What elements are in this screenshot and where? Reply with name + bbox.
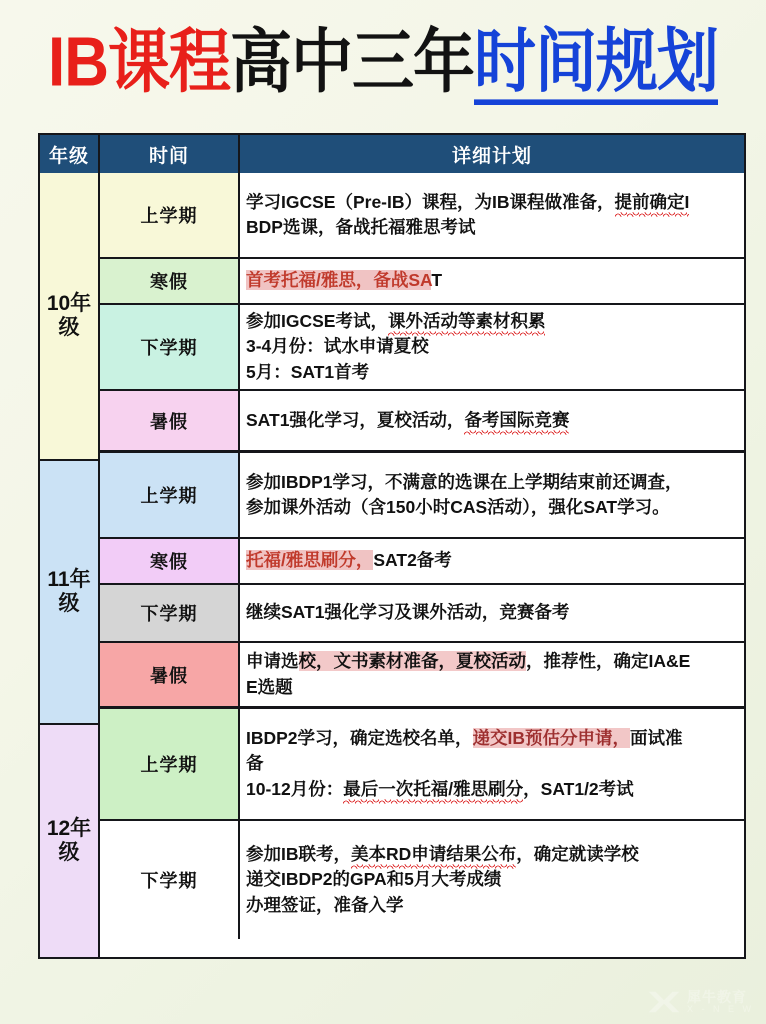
squiggle-underline-span: 最后一次托福/雅思刷分 (343, 778, 524, 799)
plan-cell (240, 305, 744, 389)
time-cell (100, 173, 240, 257)
plain-span: 递交IBDP2的GPA和5月大考成绩 (246, 869, 502, 890)
plan-line (246, 751, 736, 776)
plain-span: 5月：SAT1首考 (246, 361, 370, 382)
plan-text (246, 190, 736, 241)
time-cell (100, 539, 240, 583)
plain-span: 参加IGCSE考试， (246, 310, 388, 331)
plain-span: 3-4月份：试水申请夏校 (246, 336, 429, 357)
watermark (647, 988, 754, 1016)
grade-cell-11年级 (40, 461, 100, 725)
highlight-span: 首考托福/雅思，备战SA (246, 270, 432, 291)
plain-span: 10-12月份： (246, 778, 344, 799)
plan-line (246, 777, 736, 802)
plan-line (246, 470, 736, 495)
time-cell (100, 821, 240, 939)
plan-cell (240, 453, 744, 537)
plain-span: 继续SAT1强化学习及课外活动，竞赛备考 (246, 602, 570, 623)
plan-cell (240, 585, 744, 641)
squiggle-underline-span: 备考国际竞赛 (464, 409, 570, 430)
plan-line (246, 268, 736, 293)
time-cell (100, 709, 240, 819)
title-part-black: 高中三年 (229, 24, 474, 102)
plain-span: E选题 (246, 676, 293, 697)
watermark-en: X - N E W (687, 1003, 754, 1014)
plain-span: IBDP2学习，确定选校名单， (246, 727, 473, 748)
plain-span: ，确定就读学校 (516, 843, 639, 864)
grade-label: 11年级 (47, 567, 91, 615)
plain-span: BDP选课，备战托福雅思考试 (246, 217, 476, 237)
highlight-span: 托福/雅思刷分， (246, 550, 374, 571)
table-row (100, 259, 744, 305)
plain-span: ，推荐性，确定IA&E (526, 651, 691, 672)
plan-line (246, 893, 736, 918)
header-cell-time: 时间 (100, 135, 240, 173)
time-label: 下学期 (140, 604, 198, 624)
squiggle-underline-span: 美本RD申请结果公布 (351, 843, 517, 864)
plan-cell (240, 259, 744, 303)
plain-span: 申请选 (246, 651, 299, 672)
time-label: 下学期 (140, 871, 198, 891)
plan-line (246, 408, 736, 433)
plan-cell (240, 709, 744, 819)
time-label: 下学期 (140, 338, 198, 358)
plan-cell (240, 173, 744, 257)
grade-cell-12年级 (40, 725, 100, 957)
plain-span: 办理签证，准备入学 (246, 894, 404, 915)
plan-line (246, 675, 736, 700)
plain-span: ，SAT1/2考试 (523, 778, 634, 799)
plan-text (246, 649, 736, 700)
time-cell (100, 259, 240, 303)
time-label: 暑假 (150, 411, 188, 432)
time-label: 上学期 (140, 486, 198, 506)
table-row (100, 709, 744, 821)
plan-cell (240, 821, 744, 939)
plan-text (246, 408, 736, 433)
plain-span: 面试准 (630, 727, 683, 748)
time-label: 寒假 (150, 552, 188, 572)
highlight-span: 校，文书素材准备，夏校活动 (298, 651, 526, 672)
header-cell-plan: 详细计划 (451, 145, 532, 167)
squiggle-underline-span: 课外活动等素材积累 (387, 310, 546, 331)
plain-span: 备 (246, 753, 264, 774)
x-logo-icon (647, 988, 681, 1016)
table-row (100, 539, 744, 585)
title-part-blue: 时间规划 (474, 28, 718, 105)
plain-span: 参加IB联考， (246, 843, 351, 864)
time-label: 上学期 (140, 206, 198, 226)
grade-label: 10年级 (46, 291, 92, 339)
table-row (100, 821, 744, 939)
table-row (100, 585, 744, 643)
plan-line (246, 726, 736, 751)
plain-span: 参加课外活动（含150小时CAS活动），强化SAT学习。 (246, 497, 670, 517)
highlight-span: 递交IB预估分申请， (472, 727, 631, 748)
title-part-red: IB课程 (47, 24, 230, 102)
plan-line (246, 600, 736, 625)
grade-cell-10年级 (40, 173, 100, 461)
time-cell (100, 453, 240, 537)
grade-column (40, 173, 100, 957)
plain-span: 参加IBDP1学习，不满意的选课在上学期结束前还调查， (246, 471, 683, 492)
time-label: 寒假 (150, 272, 188, 292)
plan-line (246, 309, 736, 334)
plan-cell (240, 391, 744, 450)
rows-column (100, 173, 744, 957)
plain-span: 学习IGCSE（Pre-IB）课程，为IB课程做准备， (246, 191, 615, 212)
page-title (0, 23, 766, 105)
time-cell (100, 391, 240, 450)
plan-line (246, 867, 736, 892)
time-label: 暑假 (150, 665, 188, 686)
table-row (100, 391, 744, 453)
plain-span: SAT2备考 (373, 550, 452, 571)
watermark-cn: 犀牛教育 (687, 988, 747, 1005)
squiggle-underline-span: 提前确定I (614, 191, 690, 212)
table-row (100, 453, 744, 539)
table-row (100, 173, 744, 259)
time-cell (100, 585, 240, 641)
plan-text (246, 268, 736, 293)
time-label: 上学期 (140, 755, 198, 775)
time-cell (100, 643, 240, 706)
plan-cell (240, 643, 744, 706)
plain-span: T (431, 270, 443, 291)
plan-line (246, 548, 736, 573)
table-row (100, 643, 744, 709)
plan-cell (240, 539, 744, 583)
plan-text (246, 309, 736, 385)
plan-table (38, 133, 746, 959)
table-body (40, 173, 744, 957)
plan-line (246, 334, 736, 359)
plan-line (246, 842, 736, 867)
plan-line (246, 360, 736, 385)
table-header-row (40, 135, 744, 173)
plan-line (246, 649, 736, 674)
plain-span: SAT1强化学习，夏校活动， (246, 409, 465, 430)
time-cell (100, 305, 240, 389)
grade-label: 12年级 (46, 816, 92, 864)
plan-line (246, 495, 736, 520)
plan-text (246, 726, 736, 802)
plan-line (246, 190, 736, 215)
plan-text (246, 600, 736, 625)
plan-text (246, 470, 736, 521)
plan-text (246, 842, 736, 918)
header-cell-grade: 年级 (40, 135, 100, 173)
table-row (100, 305, 744, 391)
plan-line (246, 215, 736, 240)
plan-text (246, 548, 736, 573)
